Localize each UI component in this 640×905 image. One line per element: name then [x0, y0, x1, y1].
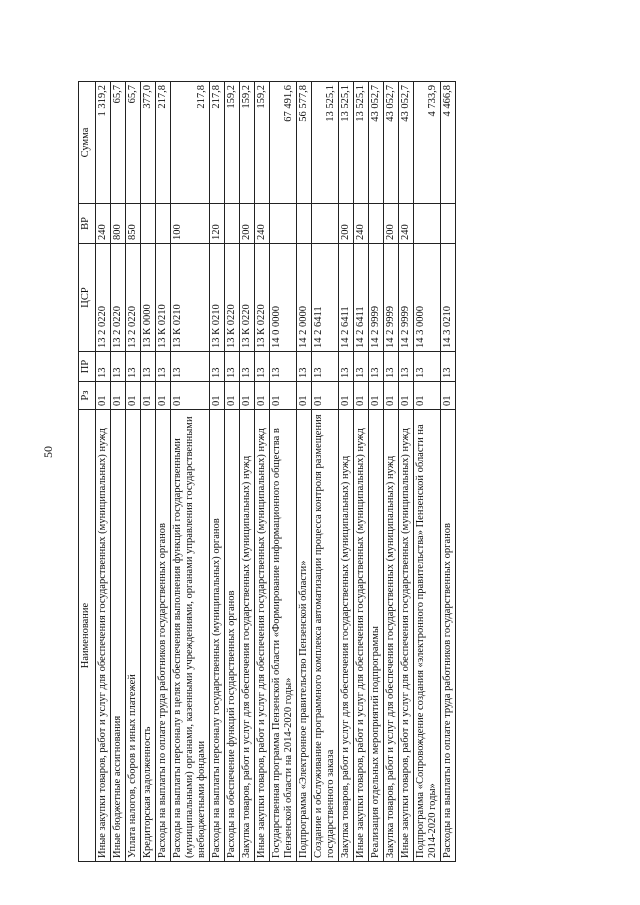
row-sum: 65,7	[111, 82, 126, 204]
row-name: Создание и обслуживание программного комплекса автоматизации процесса контроля размещения государственного заказа	[312, 410, 339, 862]
row-vr: 850	[126, 204, 141, 244]
row-pr: 13	[270, 352, 297, 382]
row-rz: 01	[111, 382, 126, 410]
table-row	[225, 82, 240, 862]
row-csr: 13 К 0210	[171, 244, 210, 352]
row-pr: 13	[225, 352, 240, 382]
row-vr	[414, 204, 441, 244]
row-vr: 100	[171, 204, 210, 244]
row-vr: 200	[384, 204, 399, 244]
row-vr	[441, 204, 456, 244]
header-sum: Сумма	[79, 82, 96, 204]
table-body	[96, 82, 456, 862]
row-sum: 43 052,7	[399, 82, 414, 204]
row-rz: 01	[225, 382, 240, 410]
row-sum: 43 052,7	[384, 82, 399, 204]
row-vr: 240	[354, 204, 369, 244]
row-pr: 13	[399, 352, 414, 382]
row-vr: 240	[255, 204, 270, 244]
row-vr: 800	[111, 204, 126, 244]
row-csr: 13 К 0220	[255, 244, 270, 352]
row-sum: 13 525,1	[339, 82, 354, 204]
row-sum: 4 466,8	[441, 82, 456, 204]
row-name: Закупка товаров, работ и услуг для обеспечения государственных (муниципальных) нужд	[384, 410, 399, 862]
row-pr: 13	[441, 352, 456, 382]
row-name: Иные закупки товаров, работ и услуг для обеспечения государственных (муниципальных) нужд	[255, 410, 270, 862]
row-csr: 14 2 6411	[339, 244, 354, 352]
row-sum: 13 525,1	[354, 82, 369, 204]
row-name: Закупка товаров, работ и услуг для обеспечения государственных (муниципальных) нужд	[339, 410, 354, 862]
row-pr: 13	[156, 352, 171, 382]
table-row	[399, 82, 414, 862]
row-csr: 13 2 0220	[111, 244, 126, 352]
row-sum: 43 052,7	[369, 82, 384, 204]
row-name: Реализация отдельных мероприятий подпрограммы	[369, 410, 384, 862]
row-vr	[297, 204, 312, 244]
table-row	[171, 82, 210, 862]
row-sum: 377,0	[141, 82, 156, 204]
header-csr: ЦСР	[79, 244, 96, 352]
row-name: Расходы на выплаты по оплате труда работников государственных органов	[441, 410, 456, 862]
row-pr: 13	[111, 352, 126, 382]
table-row	[96, 82, 111, 862]
row-vr	[369, 204, 384, 244]
row-sum: 56 577,8	[297, 82, 312, 204]
row-csr: 14 3 0000	[414, 244, 441, 352]
row-vr	[312, 204, 339, 244]
header-pr: ПР	[79, 352, 96, 382]
row-vr	[141, 204, 156, 244]
row-name: Подпрограмма «Сопровождение создания «электронного правительства» Пензенской области на 2014-2020 годы»	[414, 410, 441, 862]
row-pr: 13	[297, 352, 312, 382]
row-rz: 01	[354, 382, 369, 410]
row-csr: 14 2 9999	[384, 244, 399, 352]
header-name: Наименование	[79, 410, 96, 862]
header-rz: Рз	[79, 382, 96, 410]
table-row	[414, 82, 441, 862]
row-name: Подпрограмма «Электронное правительство Пензенской области»	[297, 410, 312, 862]
budget-table	[78, 81, 456, 862]
table-row	[126, 82, 141, 862]
row-csr: 14 2 6411	[354, 244, 369, 352]
row-csr: 14 2 9999	[399, 244, 414, 352]
row-name: Кредиторская задолженность	[141, 410, 156, 862]
row-rz: 01	[312, 382, 339, 410]
row-csr: 14 3 0210	[441, 244, 456, 352]
row-rz: 01	[369, 382, 384, 410]
row-name: Расходы на обеспечение функций государственных органов	[225, 410, 240, 862]
row-pr: 13	[171, 352, 210, 382]
row-pr: 13	[414, 352, 441, 382]
row-name: Иные закупки товаров, работ и услуг для обеспечения государственных (муниципальных) нужд	[399, 410, 414, 862]
row-pr: 13	[126, 352, 141, 382]
row-name: Уплата налогов, сборов и иных платежей	[126, 410, 141, 862]
row-vr	[225, 204, 240, 244]
row-pr: 13	[255, 352, 270, 382]
row-rz: 01	[399, 382, 414, 410]
table-row	[111, 82, 126, 862]
table-row	[354, 82, 369, 862]
row-vr: 120	[210, 204, 225, 244]
row-rz: 01	[414, 382, 441, 410]
page-number: 50	[41, 446, 55, 458]
row-csr: 13 К 0210	[210, 244, 225, 352]
row-pr: 13	[240, 352, 255, 382]
row-rz: 01	[297, 382, 312, 410]
row-pr: 13	[354, 352, 369, 382]
row-rz: 01	[141, 382, 156, 410]
row-vr: 200	[240, 204, 255, 244]
row-csr: 13 К 0210	[156, 244, 171, 352]
table-row	[384, 82, 399, 862]
row-csr: 13 К 0000	[141, 244, 156, 352]
row-name: Расходы на выплаты по оплате труда работников государственных органов	[156, 410, 171, 862]
table-row	[270, 82, 297, 862]
table-row	[240, 82, 255, 862]
row-vr	[156, 204, 171, 244]
row-pr: 13	[96, 352, 111, 382]
row-sum: 65,7	[126, 82, 141, 204]
table-header-row	[79, 82, 96, 862]
row-pr: 13	[210, 352, 225, 382]
row-sum: 159,2	[240, 82, 255, 204]
row-rz: 01	[441, 382, 456, 410]
table-row	[156, 82, 171, 862]
row-rz: 01	[171, 382, 210, 410]
row-vr: 240	[96, 204, 111, 244]
row-name: Расходы на выплаты персоналу государственных (муниципальных) органов	[210, 410, 225, 862]
row-sum: 1 319,2	[96, 82, 111, 204]
row-csr: 13 К 0220	[240, 244, 255, 352]
row-vr	[270, 204, 297, 244]
row-sum: 217,8	[171, 82, 210, 204]
row-rz: 01	[126, 382, 141, 410]
row-csr: 14 2 0000	[297, 244, 312, 352]
row-pr: 13	[312, 352, 339, 382]
row-rz: 01	[339, 382, 354, 410]
row-sum: 13 525,1	[312, 82, 339, 204]
row-rz: 01	[210, 382, 225, 410]
row-csr: 13 2 0220	[96, 244, 111, 352]
header-vr: ВР	[79, 204, 96, 244]
rotated-table-container	[78, 82, 530, 862]
row-pr: 13	[384, 352, 399, 382]
table-row	[441, 82, 456, 862]
row-sum: 217,8	[156, 82, 171, 204]
table-row	[210, 82, 225, 862]
row-csr: 13 К 0220	[225, 244, 240, 352]
row-name: Закупка товаров, работ и услуг для обеспечения государственных (муниципальных) нужд	[240, 410, 255, 862]
row-rz: 01	[156, 382, 171, 410]
table-row	[141, 82, 156, 862]
row-rz: 01	[384, 382, 399, 410]
row-sum: 159,2	[225, 82, 240, 204]
row-name: Иные закупки товаров, работ и услуг для обеспечения государственных (муниципальных) нужд	[96, 410, 111, 862]
row-csr: 14 2 9999	[369, 244, 384, 352]
table-row	[339, 82, 354, 862]
row-vr: 240	[399, 204, 414, 244]
row-csr: 14 2 6411	[312, 244, 339, 352]
row-sum: 217,8	[210, 82, 225, 204]
row-rz: 01	[255, 382, 270, 410]
row-pr: 13	[339, 352, 354, 382]
row-sum: 159,2	[255, 82, 270, 204]
row-name: Иные бюджетные ассигнования	[111, 410, 126, 862]
table-row	[312, 82, 339, 862]
row-sum: 67 491,6	[270, 82, 297, 204]
row-vr: 200	[339, 204, 354, 244]
row-pr: 13	[369, 352, 384, 382]
table-row	[297, 82, 312, 862]
row-rz: 01	[96, 382, 111, 410]
table-row	[255, 82, 270, 862]
row-pr: 13	[141, 352, 156, 382]
row-name: Иные закупки товаров, работ и услуг для обеспечения государственных (муниципальных) нужд	[354, 410, 369, 862]
row-rz: 01	[270, 382, 297, 410]
row-sum: 4 733,9	[414, 82, 441, 204]
row-name: Расходы на выплаты персоналу в целях обеспечения выполнения функций государственными (муниципальными) органами, казенными учреждениями, органами управления государственными внебюджетными фондами	[171, 410, 210, 862]
table-row	[369, 82, 384, 862]
row-name: Государственная программа Пензенской области «Формирование информационного общества в Пензенской области на 2014-2020 годы»	[270, 410, 297, 862]
row-csr: 13 2 0220	[126, 244, 141, 352]
row-csr: 14 0 0000	[270, 244, 297, 352]
row-rz: 01	[240, 382, 255, 410]
